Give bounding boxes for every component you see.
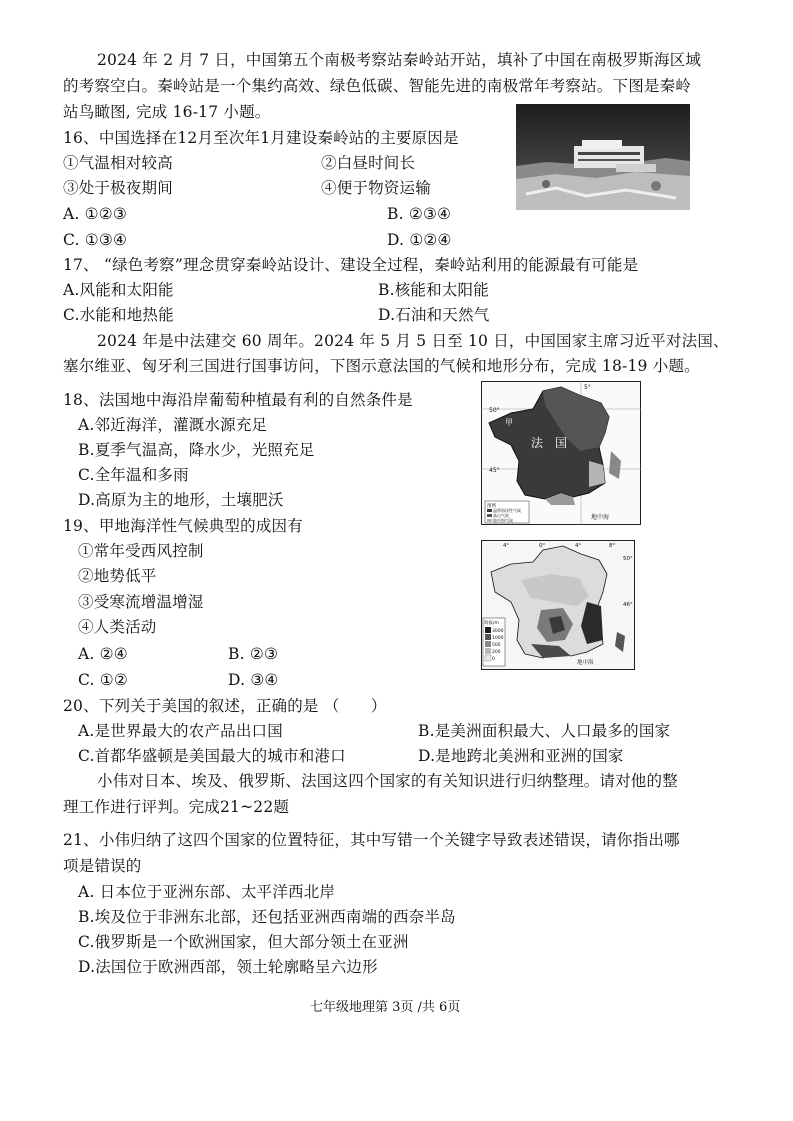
map1-jia: 甲 — [505, 418, 513, 427]
map2-lon-3: 4° — [575, 543, 582, 549]
q19-statement-2: ②地势低平 — [78, 567, 157, 585]
intro3-line1: 小伟对日本、埃及、俄罗斯、法国这四个国家的有关知识进行归纳整理。请对他的整 — [97, 772, 678, 790]
page-footer: 七年级地理第 3页 /共 6页 — [310, 1000, 461, 1015]
intro2-line2: 塞尔维亚、匈牙利三国进行国事访问，下图示意法国的气候和地形分布，完成 18-19 小题。 — [63, 357, 700, 375]
q21-stem-line2: 项是错误的 — [63, 857, 142, 875]
q16-statement-2: ②白昼时间长 — [321, 154, 416, 172]
q16-stem: 16、中国选择在12月至次年1月建设秦岭站的主要原因是 — [63, 129, 459, 147]
q20-option-a: A.是世界最大的农产品出口国 — [78, 722, 283, 740]
map2-lon-4: 8° — [609, 543, 616, 549]
q20-option-c: C.首都华盛顿是美国最大的城市和港口 — [78, 747, 346, 765]
climate-map-svg — [481, 381, 641, 525]
qinling-station-photo — [516, 104, 690, 210]
map2-lon-1: 4° — [503, 543, 510, 549]
france-climate-map — [481, 381, 641, 525]
map2-lon-2: 0° — [539, 543, 546, 549]
q21-option-a: A. 日本位于亚洲东部、太平洋西北岸 — [78, 883, 336, 901]
q18-stem: 18、法国地中海沿岸葡萄种植最有利的自然条件是 — [63, 391, 413, 409]
q16-statement-1: ①气温相对较高 — [63, 154, 173, 172]
map2-legend-value-3: 500 — [492, 643, 501, 648]
q18-option-a: A.邻近海洋，灌溉水源充足 — [78, 416, 268, 434]
q17-stem: 17、 “绿色考察”理念贯穿秦岭站设计、建设全过程，秦岭站利用的能源最有可能是 — [63, 256, 639, 274]
q19-option-a: A. ②④ — [78, 645, 128, 663]
q20-option-b: B.是美洲面积最大、人口最多的国家 — [418, 722, 671, 740]
q16-option-c: C. ①③④ — [63, 231, 128, 249]
map1-legend-2: 高山气候 — [493, 513, 509, 518]
map1-lon: 5° — [584, 384, 591, 391]
q19-stem: 19、甲地海洋性气候典型的成因有 — [63, 517, 303, 535]
map2-lat-1: 50° — [623, 556, 633, 562]
terrain-map-svg — [481, 540, 635, 670]
q16-statement-4: ④便于物资运输 — [321, 179, 431, 197]
intro2-line1: 2024 年是中法建交 60 周年。2024 年 5 月 5 日至 10 日，中国国家主席习近平对法国、 — [97, 332, 729, 350]
map2-legend-value-4: 200 — [492, 650, 501, 655]
map1-legend-3: 地中海气候 — [493, 518, 513, 523]
map1-legend-1: 温带海洋性气候 — [493, 508, 521, 513]
map2-legend-value-1: 3000 — [492, 629, 504, 634]
map2-legend-value-5: 0 — [492, 657, 495, 662]
map2-sea: 地中海 — [577, 660, 594, 666]
map1-legend-title: 图例 — [487, 504, 496, 509]
q21-stem-line1: 21、小伟归纳了这四个国家的位置特征，其中写错一个关键字导致表述错误，请你指出哪 — [63, 831, 680, 849]
q20-stem: 20、下列关于美国的叙述，正确的是 （ ） — [63, 697, 387, 715]
q18-option-d: D.高原为主的地形，土壤肥沃 — [78, 491, 284, 509]
station-photo-svg — [516, 104, 690, 210]
q21-option-d: D.法国位于欧洲西部，领土轮廓略呈六边形 — [78, 958, 378, 976]
q18-option-c: C.全年温和多雨 — [78, 466, 189, 484]
q17-option-d: D.石油和天然气 — [378, 306, 490, 324]
q19-statement-3: ③受寒流增温增湿 — [78, 593, 204, 611]
q21-option-c: C.俄罗斯是一个欧洲国家，但大部分领土在亚洲 — [78, 933, 409, 951]
q19-option-b: B. ②③ — [228, 645, 279, 663]
q16-option-d: D. ①②④ — [387, 231, 452, 249]
map2-legend-value-2: 1000 — [492, 636, 504, 641]
intro3-line2: 理工作进行评判。完成21~22题 — [63, 798, 290, 816]
q21-option-b: B.埃及位于非洲东北部，还包括亚洲西南端的西奈半岛 — [78, 908, 456, 926]
q17-option-a: A.风能和太阳能 — [63, 281, 174, 299]
q19-statement-1: ①常年受西风控制 — [78, 542, 204, 560]
q19-option-d: D. ③④ — [228, 671, 279, 689]
intro1-line3: 站鸟瞰图, 完成 16-17 小题。 — [63, 103, 271, 121]
q20-option-d: D.是地跨北美洲和亚洲的国家 — [418, 747, 624, 765]
q19-statement-4: ④人类活动 — [78, 618, 157, 636]
france-terrain-map — [481, 540, 635, 670]
q19-option-c: C. ①② — [78, 671, 128, 689]
q17-option-c: C.水能和地热能 — [63, 306, 174, 324]
q16-option-a: A. ①②③ — [63, 205, 127, 223]
intro1-line2: 的考察空白。秦岭站是一个集约高效、绿色低碳、智能先进的南极常年考察站。下图是秦岭 — [63, 77, 692, 95]
map1-lat-top: 50° — [489, 407, 500, 414]
q16-statement-3: ③处于极夜期间 — [63, 179, 173, 197]
q17-option-b: B.核能和太阳能 — [378, 281, 489, 299]
map2-lat-2: 46° — [623, 602, 633, 608]
map2-legend-title: 海拔/m — [484, 621, 499, 626]
q18-option-b: B.夏季气温高，降水少，光照充足 — [78, 441, 315, 459]
map1-country-label: 法 国 — [531, 436, 568, 450]
map1-lat-bottom: 45° — [489, 467, 500, 474]
q16-option-b: B. ②③④ — [387, 205, 452, 223]
map1-sea: 地中海 — [591, 514, 610, 521]
intro1-line1: 2024 年 2 月 7 日，中国第五个南极考察站秦岭站开站，填补了中国在南极罗斯海区域 — [97, 51, 702, 69]
